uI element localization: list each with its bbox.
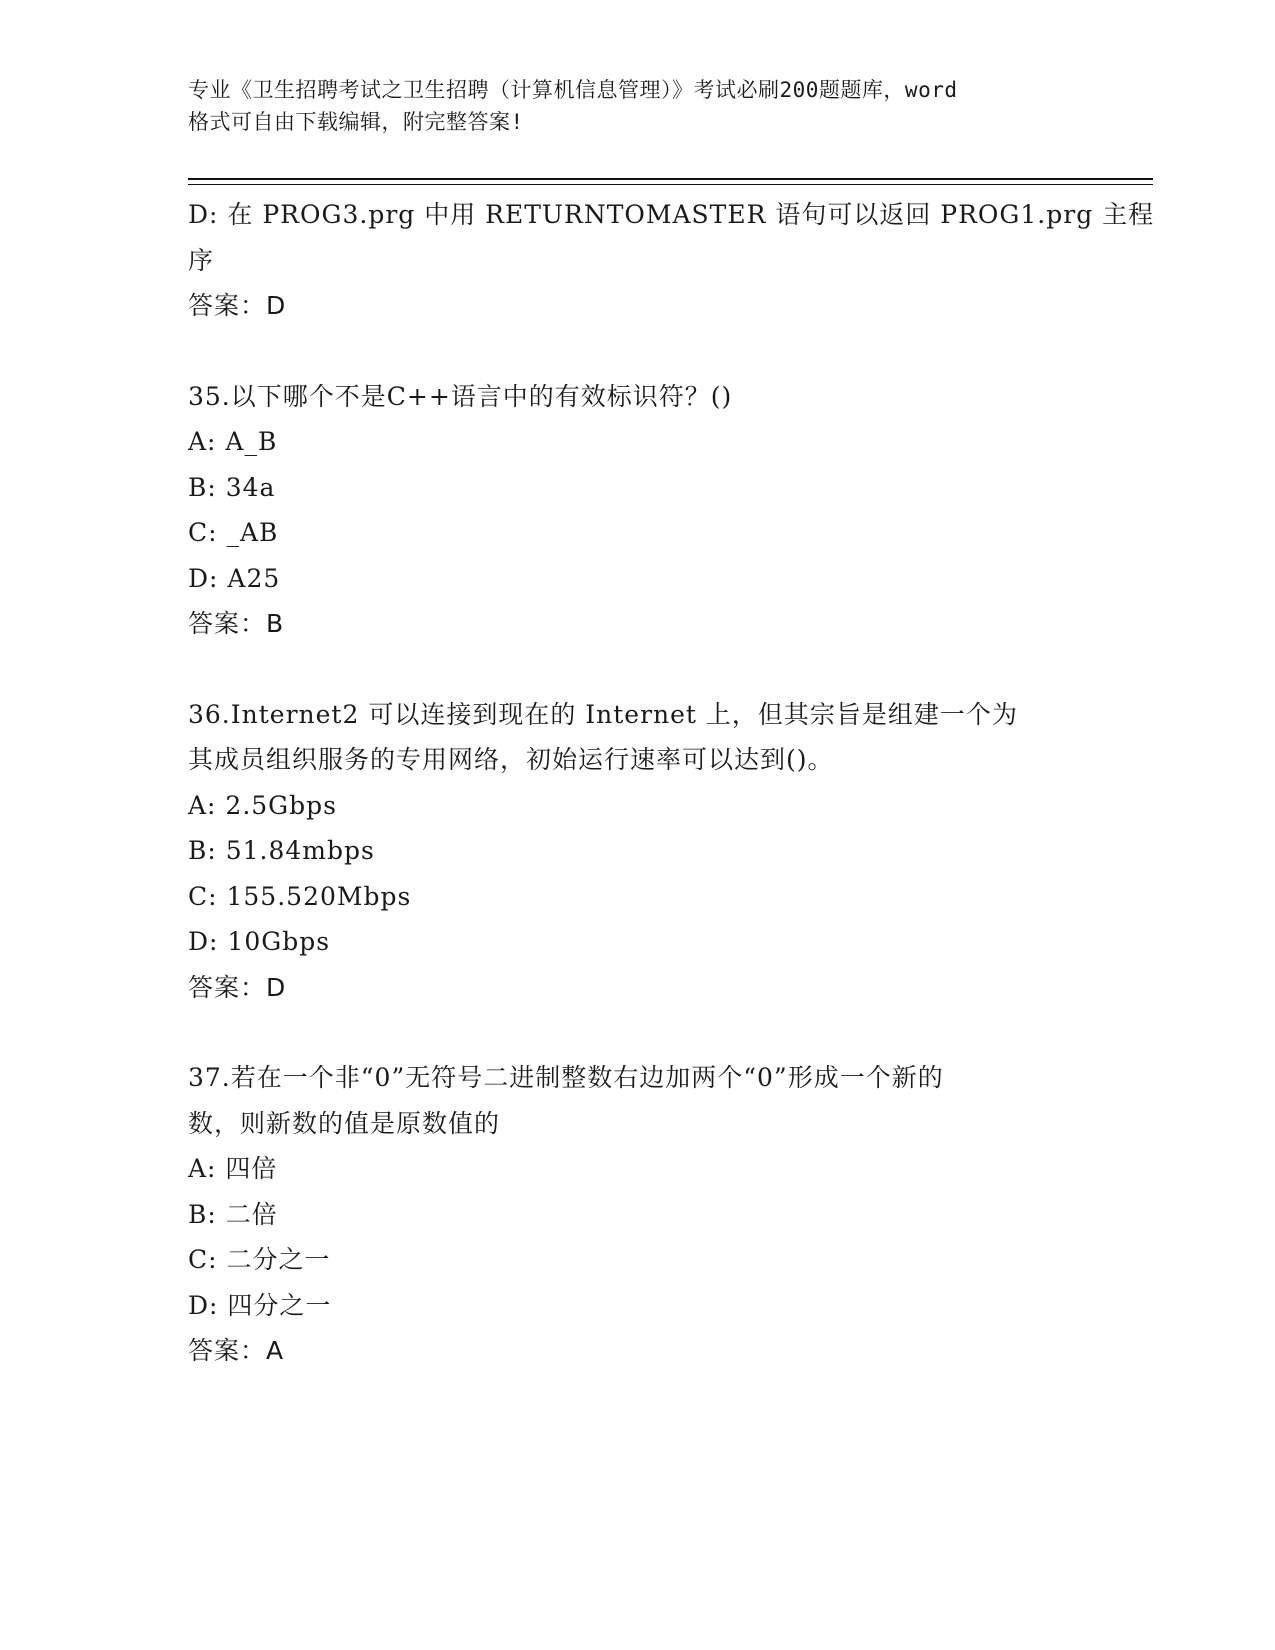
option-b: B: 34a [188, 472, 276, 502]
question-37 [188, 1055, 1088, 1374]
option-d-continued: 序 [188, 245, 215, 275]
question-36 [188, 692, 1088, 1011]
question-stem: 35.以下哪个不是C++语言中的有效标识符？() [188, 381, 733, 411]
option-c: C: 二分之一 [188, 1245, 331, 1274]
header-title-line-2: 格式可自由下载编辑，附完整答案! [188, 110, 524, 134]
question-stem: 37.若在一个非“0”无符号二进制整数右边加两个“0”形成一个新的 [188, 1063, 944, 1092]
option-a: A: 2.5Gbps [188, 790, 337, 820]
question-35 [188, 374, 1088, 647]
header-divider-thin [188, 184, 1153, 185]
question-stem-continued: 其成员组织服务的专用网络，初始运行速率可以达到()。 [188, 745, 834, 774]
answer: 答案：B [188, 609, 285, 638]
header-divider-thick [188, 178, 1153, 180]
option-b: B: 51.84mbps [188, 836, 375, 865]
option-a: A: 四倍 [188, 1154, 278, 1183]
header-title-line-1: 专业《卫生招聘考试之卫生招聘（计算机信息管理）》考试必刷200题题库，word [188, 78, 958, 102]
option-d: D: 10Gbps [188, 927, 331, 956]
answer: 答案：D [188, 972, 287, 1002]
option-d: D: A25 [188, 563, 281, 593]
option-c: C: _AB [188, 518, 279, 547]
question-stem-continued: 数，则新数的值是原数值的 [188, 1108, 501, 1138]
answer: 答案：D [188, 291, 287, 320]
option-d: D: 四分之一 [188, 1290, 332, 1320]
option-b: B: 二倍 [188, 1199, 278, 1229]
question-list [188, 192, 1155, 1374]
option-c: C: 155.520Mbps [188, 881, 412, 911]
question-stem: 36.Internet2 可以连接到现在的 Internet 上，但其宗旨是组建一个为 [188, 699, 1018, 729]
option-a: A: A_B [188, 427, 278, 456]
previous-question-tail [188, 192, 1155, 329]
answer: 答案：A [188, 1336, 285, 1365]
page-header [188, 74, 1088, 138]
option-d: D: 在 PROG3.prg 中用 RETURNTOMASTER 语句可以返回 PROG1.prg 主程 [188, 200, 1155, 229]
